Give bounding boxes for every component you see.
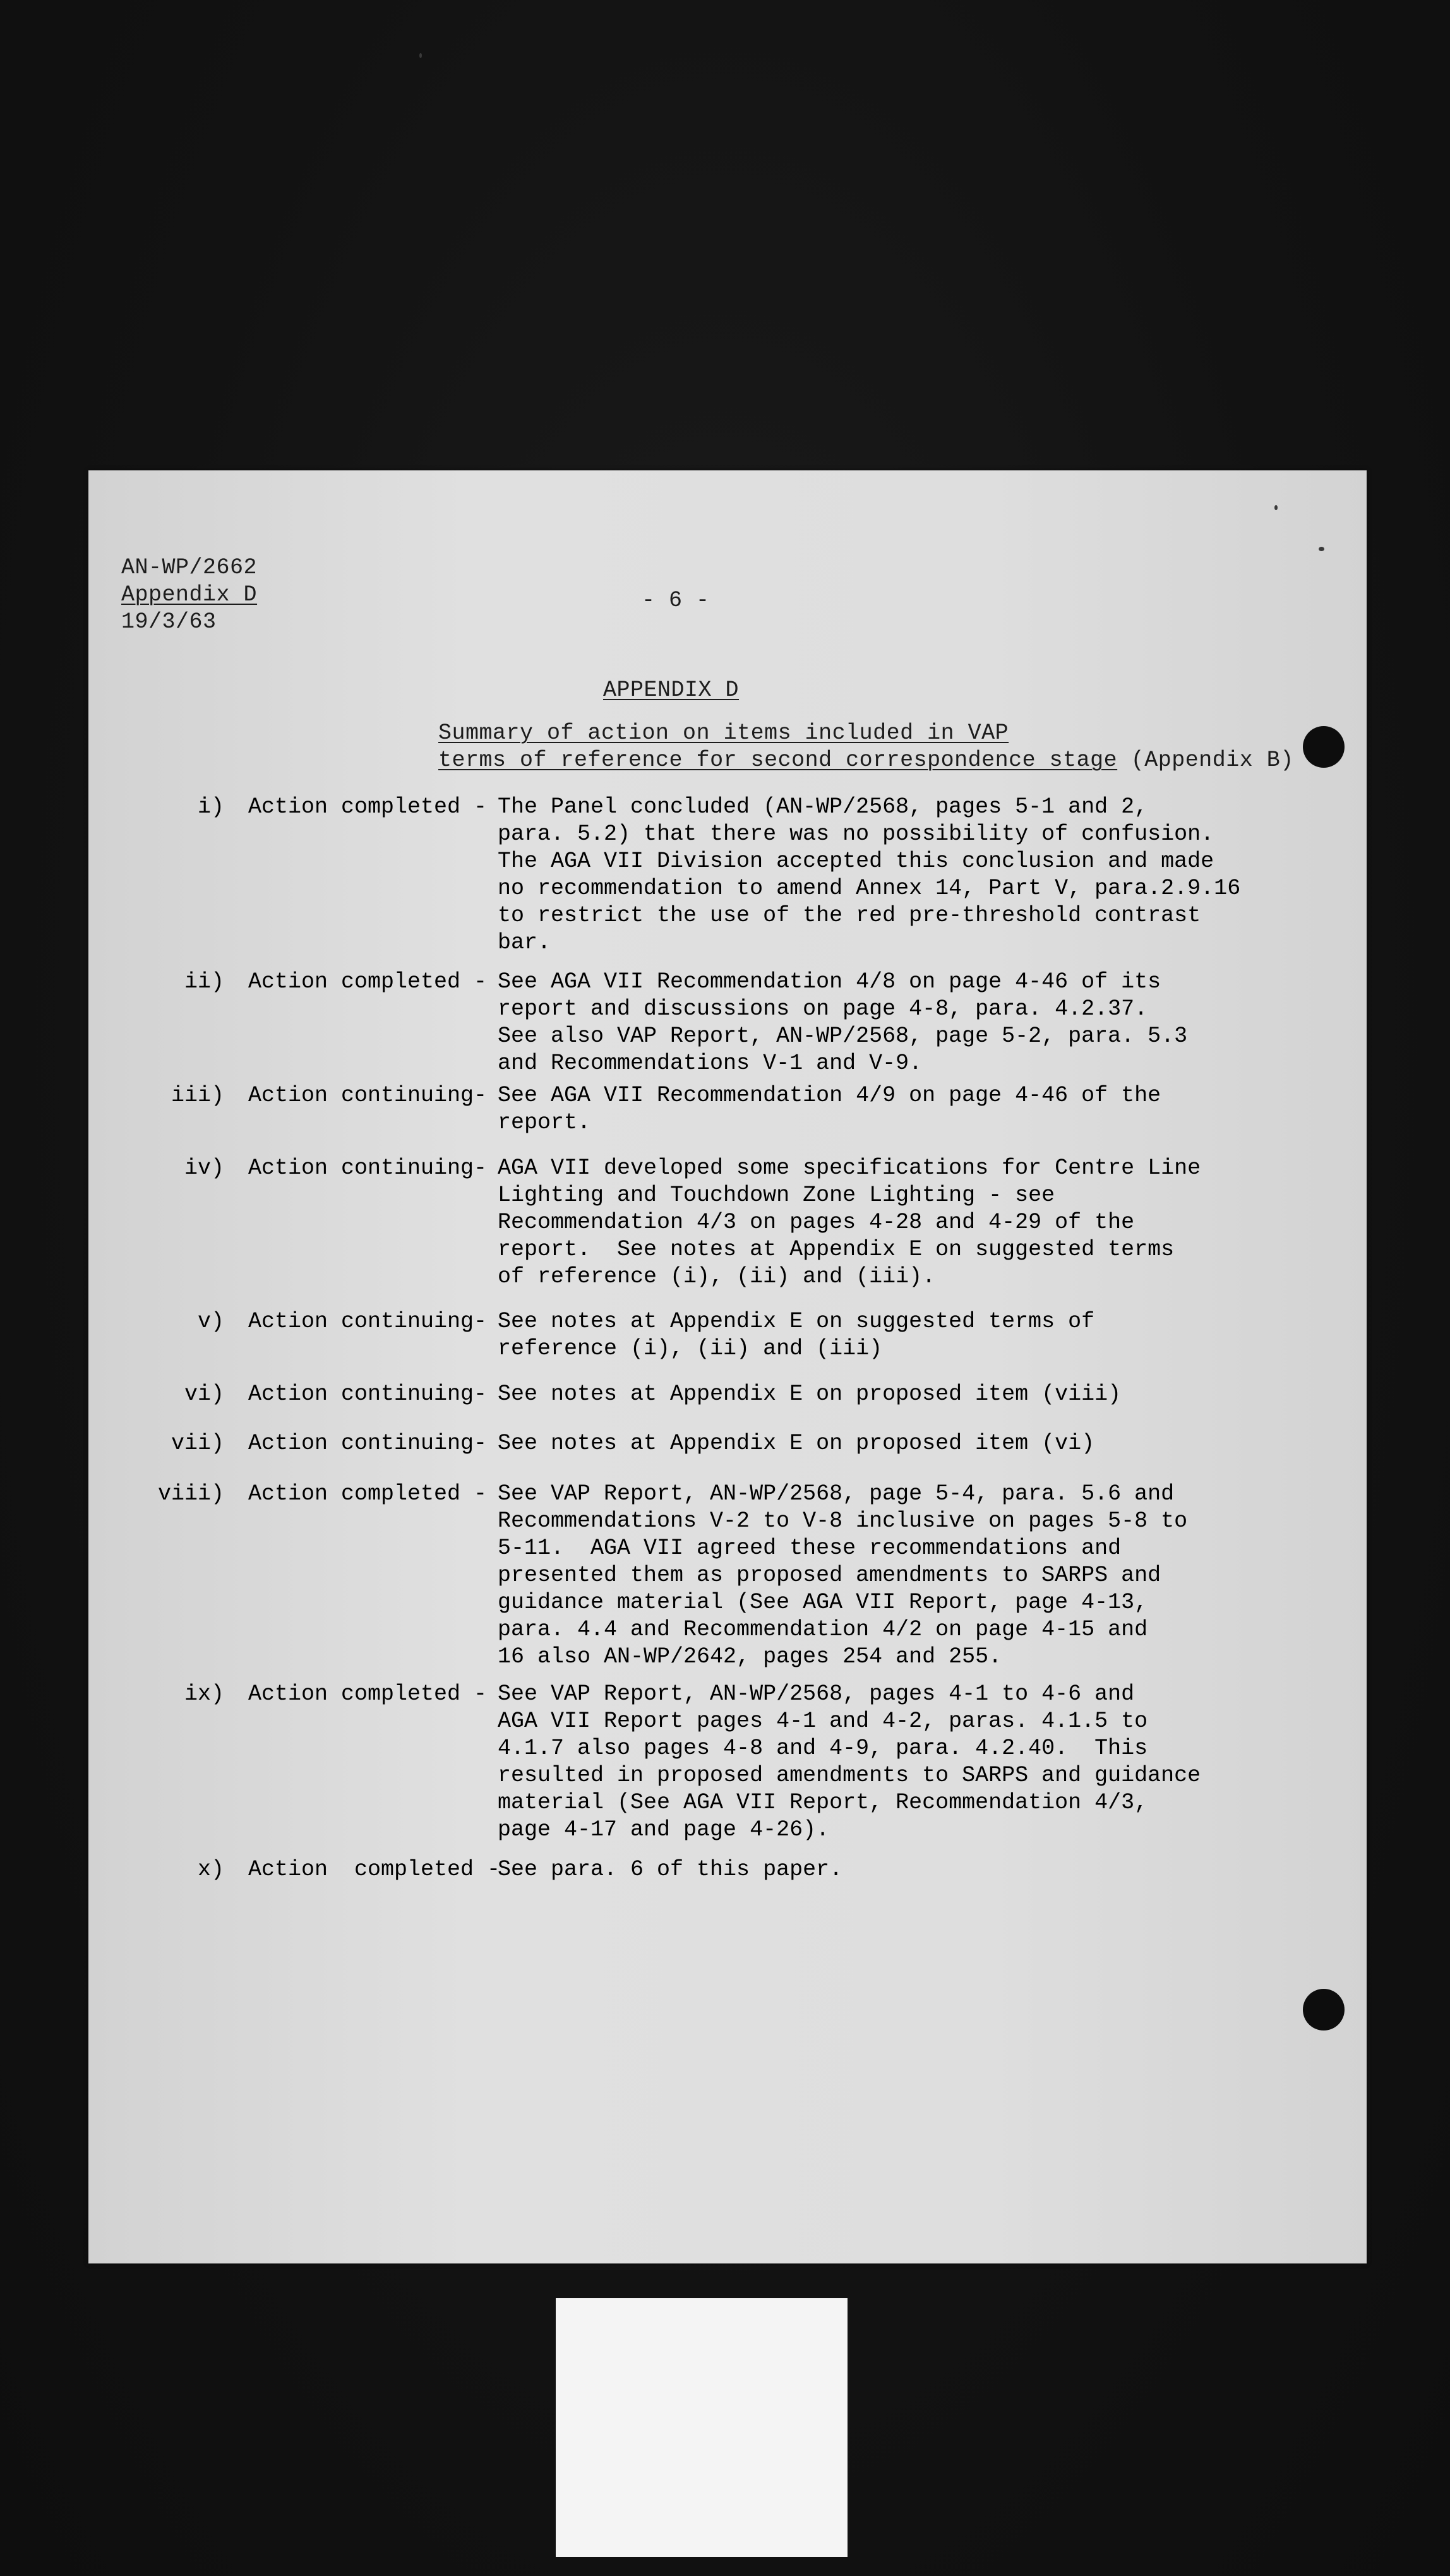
item-status: Action continuing- [248, 1431, 488, 1456]
summary-heading-suffix: (Appendix B) [1130, 748, 1294, 773]
item-text-line: report and discussions on page 4-8, para. 4.2.37. [498, 996, 1148, 1022]
scan-speck [1274, 505, 1278, 510]
item-text-line: See VAP Report, AN-WP/2568, page 5-4, para. 5.6 and [498, 1481, 1175, 1506]
item-text-line: See AGA VII Recommendation 4/8 on page 4-46 of its [498, 969, 1161, 994]
item-text-line: See notes at Appendix E on proposed item (viii) [498, 1381, 1122, 1407]
item-text-line: See notes at Appendix E on suggested terms of [498, 1309, 1095, 1334]
item-text-line: of reference (i), (ii) and (iii). [498, 1264, 936, 1289]
item-text-line: The Panel concluded (AN-WP/2568, pages 5-1 and 2, [498, 794, 1148, 820]
summary-heading-line1: Summary of action on items included in VAP [438, 720, 1009, 746]
item-text-line: bar. [498, 930, 551, 955]
item-text-line: resulted in proposed amendments to SARPS and guidance [498, 1763, 1201, 1788]
item-status: Action completed - [248, 1681, 488, 1707]
appendix-title: APPENDIX D [603, 677, 740, 703]
item-text-line: presented them as proposed amendments to SARPS and [498, 1563, 1161, 1588]
item-number: viii) [157, 1481, 224, 1506]
punch-hole [1303, 1989, 1345, 2030]
item-text-line: Recommendations V-2 to V-8 inclusive on pages 5-8 to [498, 1508, 1188, 1534]
item-text-line: para. 4.4 and Recommendation 4/2 on page 4-15 and [498, 1617, 1148, 1642]
item-text-line: Recommendation 4/3 on pages 4-28 and 4-29 of the [498, 1210, 1135, 1235]
item-text-line: report. [498, 1110, 591, 1135]
item-text-line: reference (i), (ii) and (iii) [498, 1336, 883, 1361]
item-status: Action completed - [248, 969, 488, 994]
item-text-line: 16 also AN-WP/2642, pages 254 and 255. [498, 1644, 1002, 1669]
page-number: - 6 - [642, 588, 710, 613]
item-number: x) [197, 1857, 224, 1882]
scan-label-card [556, 2298, 848, 2557]
scan-speck [419, 53, 422, 58]
item-text-line: See para. 6 of this paper. [498, 1857, 843, 1882]
item-text-line: guidance material (See AGA VII Report, page 4-13, [498, 1590, 1148, 1615]
item-status: Action completed - [248, 1481, 488, 1506]
item-number: ii) [184, 969, 224, 994]
summary-heading-text: terms of reference for second correspondence stage [438, 748, 1118, 773]
item-status: Action continuing- [248, 1309, 488, 1334]
item-number: ix) [184, 1681, 224, 1707]
item-status: Action continuing- [248, 1155, 488, 1181]
item-number: iv) [184, 1155, 224, 1181]
item-text-line: See also VAP Report, AN-WP/2568, page 5-2, para. 5.3 [498, 1023, 1188, 1049]
item-text-line: See notes at Appendix E on proposed item (vi) [498, 1431, 1095, 1456]
document-reference: AN-WP/2662 [121, 555, 258, 580]
item-text-line: See VAP Report, AN-WP/2568, pages 4-1 to 4-6 and [498, 1681, 1135, 1707]
item-text-line: 5-11. AGA VII agreed these recommendations and [498, 1535, 1122, 1561]
item-status: Action completed - [248, 1857, 501, 1882]
item-text-line: report. See notes at Appendix E on suggested terms [498, 1237, 1175, 1262]
item-text-line: 4.1.7 also pages 4-8 and 4-9, para. 4.2.40. This [498, 1736, 1148, 1761]
document-date: 19/3/63 [121, 609, 217, 635]
item-text-line: AGA VII Report pages 4-1 and 4-2, paras. 4.1.5 to [498, 1708, 1148, 1734]
item-text-line: no recommendation to amend Annex 14, Part V, para.2.9.16 [498, 876, 1241, 901]
summary-heading-line2 [438, 747, 1294, 774]
scan-speck [1319, 547, 1324, 551]
item-status: Action continuing- [248, 1381, 488, 1407]
item-status: Action completed - [248, 794, 488, 820]
item-number: vi) [184, 1381, 224, 1407]
item-text-line: to restrict the use of the red pre-threshold contrast [498, 903, 1201, 928]
item-number: iii) [171, 1083, 224, 1108]
item-text-line: AGA VII developed some specifications for Centre Line [498, 1155, 1201, 1181]
item-text-line: Lighting and Touchdown Zone Lighting - see [498, 1183, 1055, 1208]
item-text-line: and Recommendations V-1 and V-9. [498, 1051, 923, 1076]
item-number: v) [197, 1309, 224, 1334]
item-text-line: page 4-17 and page 4-26). [498, 1817, 830, 1842]
appendix-reference: Appendix D [121, 582, 258, 607]
item-text-line: The AGA VII Division accepted this conclusion and made [498, 849, 1214, 874]
item-status: Action continuing- [248, 1083, 488, 1108]
item-text-line: material (See AGA VII Report, Recommendation 4/3, [498, 1790, 1148, 1815]
item-text-line: para. 5.2) that there was no possibility of confusion. [498, 821, 1214, 847]
item-text-line: See AGA VII Recommendation 4/9 on page 4-46 of the [498, 1083, 1161, 1108]
item-number: vii) [171, 1431, 224, 1456]
item-number: i) [197, 794, 224, 820]
punch-hole [1303, 726, 1345, 768]
